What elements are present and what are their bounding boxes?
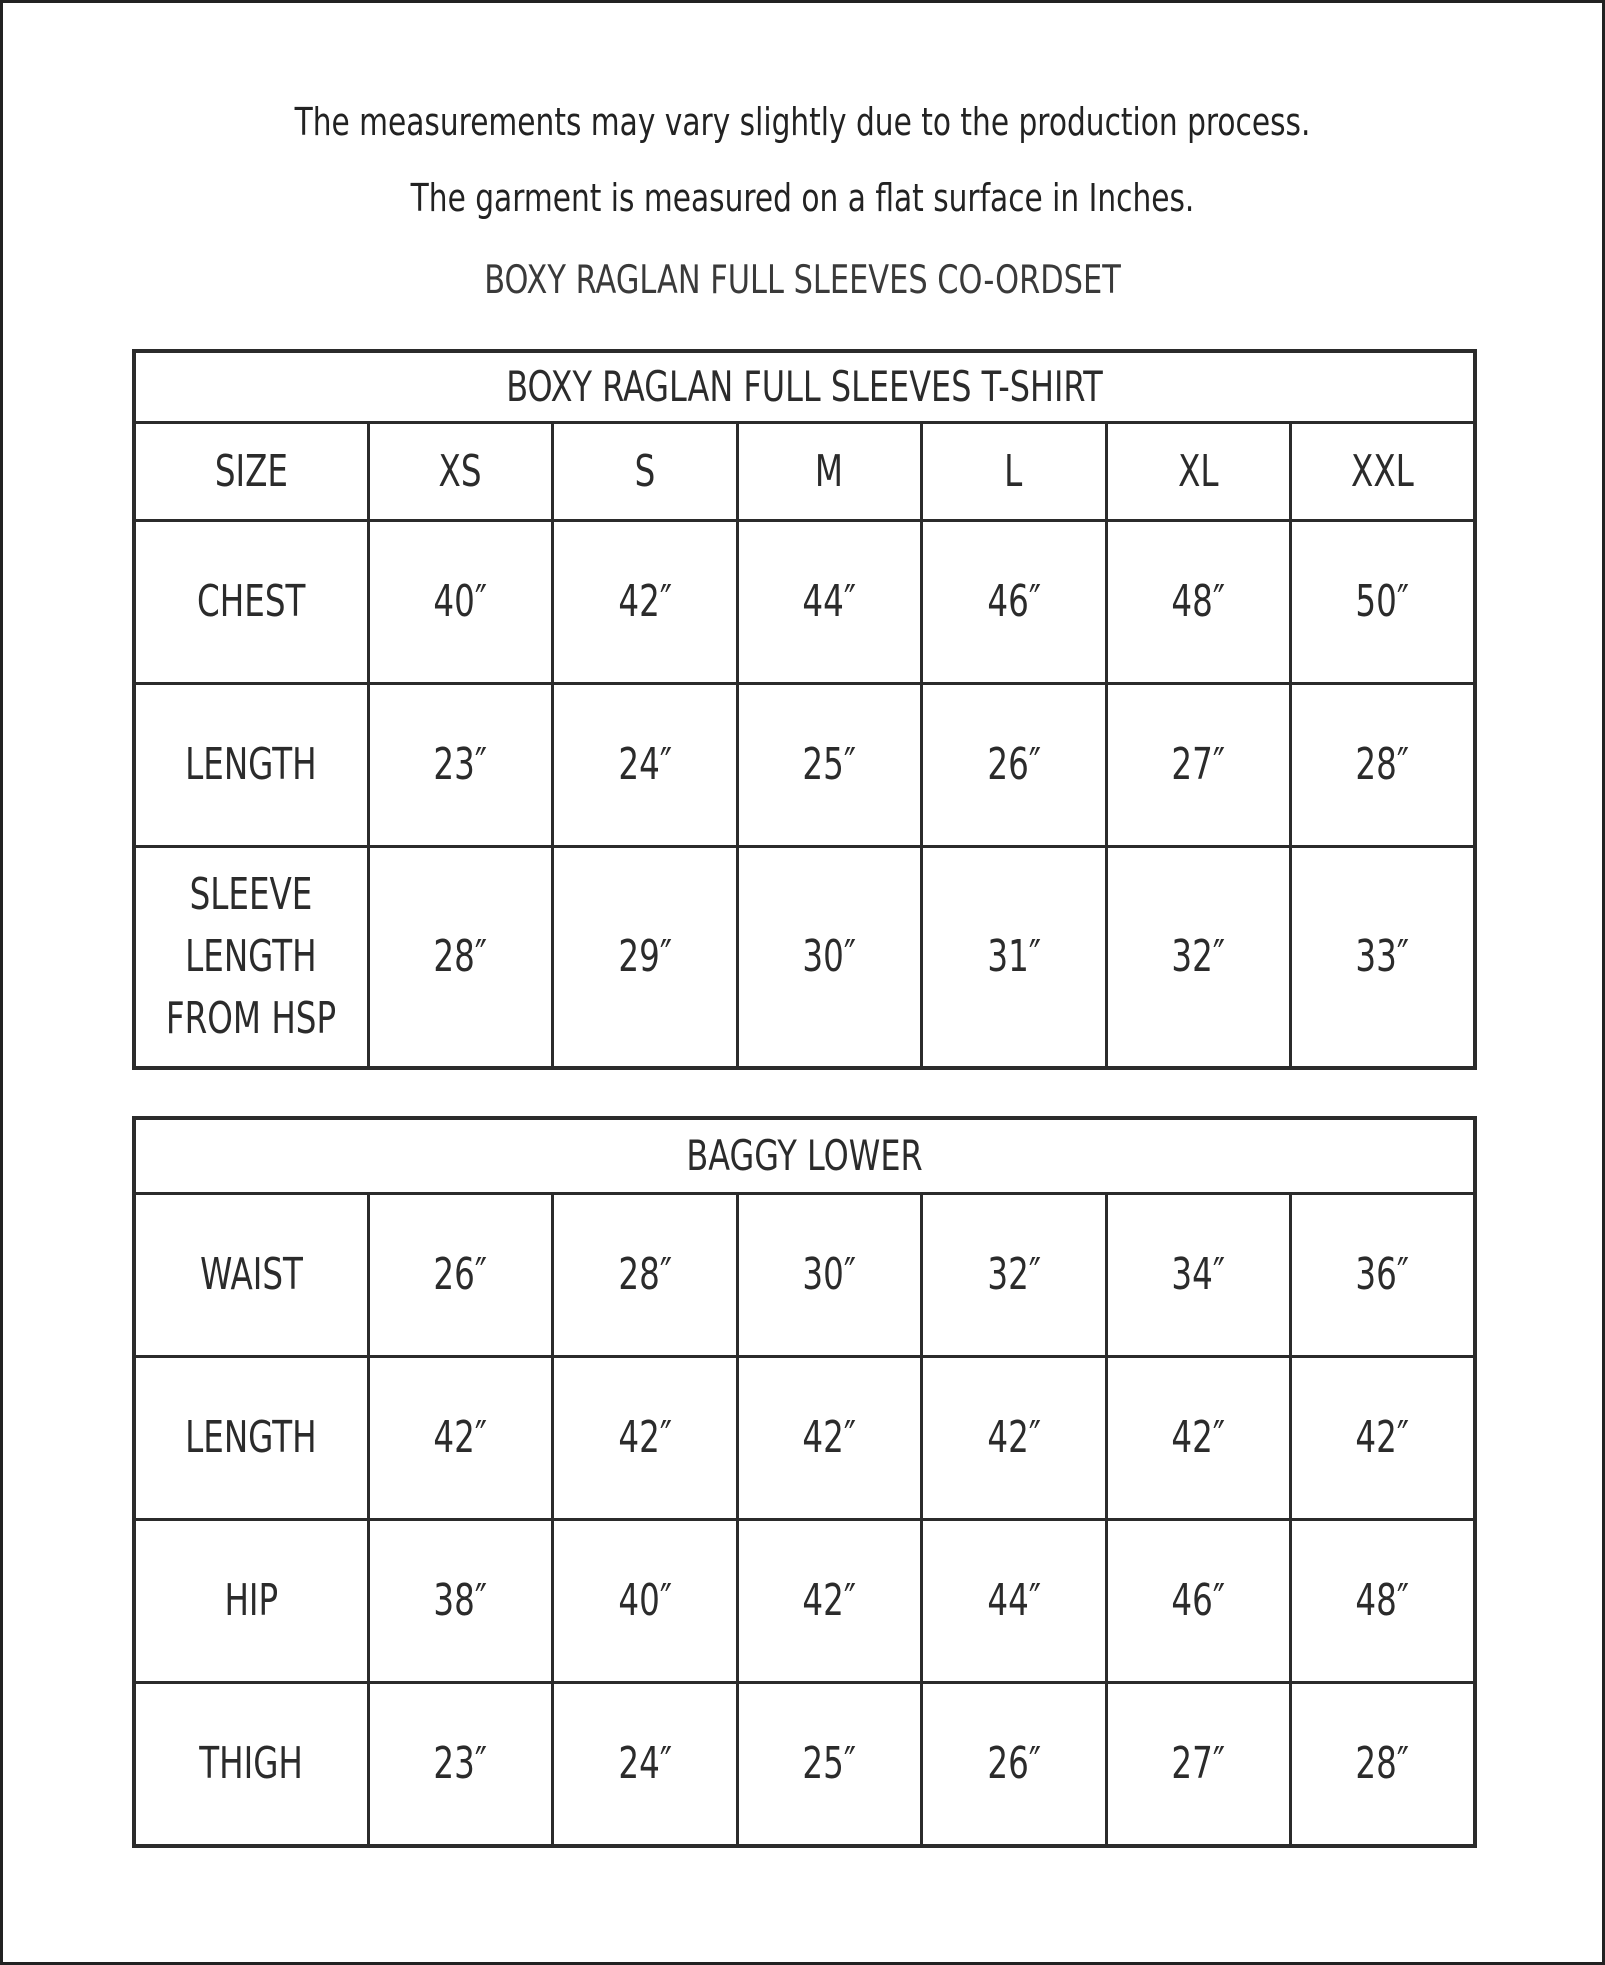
row-label: CHEST [134,521,368,684]
table-cell: 30″ [737,1194,922,1357]
row-label: HIP [134,1520,368,1683]
table-cell: 24″ [553,1683,738,1847]
lower-length-row [134,1357,1475,1520]
row-label: THIGH [134,1683,368,1847]
size-header-row [134,423,1475,521]
measurement-method-note: The garment is measured on a flat surface in Inches. [410,176,1195,220]
tshirt-table-title [134,351,1475,423]
table-cell: 46″ [922,521,1107,684]
row-label: LENGTH [134,684,368,847]
table-cell: 23″ [368,684,553,847]
table-cell: 32″ [1106,847,1291,1069]
table-cell: 42″ [553,1357,738,1520]
tshirt-chest-row [134,521,1475,684]
table-cell: 31″ [922,847,1107,1069]
table-cell: 36″ [1291,1194,1476,1357]
lower-table-title-text: BAGGY LOWER [686,1131,923,1180]
table-cell: 42″ [1106,1357,1291,1520]
table-cell: 44″ [922,1520,1107,1683]
table-cell: 23″ [368,1683,553,1847]
table-cell: 26″ [922,1683,1107,1847]
size-header-m: M [737,423,922,521]
row-label: WAIST [134,1194,368,1357]
lower-title-row [134,1118,1475,1194]
lower-hip-row [134,1520,1475,1683]
size-header-xxl: XXL [1291,423,1476,521]
table-cell: 25″ [737,684,922,847]
table-cell: 24″ [553,684,738,847]
table-cell: 28″ [1291,684,1476,847]
product-title: BOXY RAGLAN FULL SLEEVES CO-ORDSET [484,258,1121,303]
size-header-s: S [553,423,738,521]
lower-waist-row [134,1194,1475,1357]
table-cell: 50″ [1291,521,1476,684]
tshirt-table-title-text: BOXY RAGLAN FULL SLEEVES T-SHIRT [506,362,1103,411]
lower-thigh-row [134,1683,1475,1847]
table-cell: 42″ [368,1357,553,1520]
table-cell: 28″ [553,1194,738,1357]
table-cell: 28″ [368,847,553,1069]
size-header-xl: XL [1106,423,1291,521]
size-header-l: L [922,423,1107,521]
row-label: SLEEVE LENGTH FROM HSP [134,847,368,1069]
table-cell: 46″ [1106,1520,1291,1683]
table-cell: 30″ [737,847,922,1069]
table-cell: 42″ [553,521,738,684]
tshirt-length-row [134,684,1475,847]
table-cell: 29″ [553,847,738,1069]
tshirt-title-row [134,351,1475,423]
table-cell: 33″ [1291,847,1476,1069]
row-label: LENGTH [134,1357,368,1520]
table-cell: 28″ [1291,1683,1476,1847]
table-cell: 42″ [737,1520,922,1683]
table-cell: 27″ [1106,684,1291,847]
table-cell: 25″ [737,1683,922,1847]
table-cell: 48″ [1291,1520,1476,1683]
size-header-label: SIZE [134,423,368,521]
table-cell: 34″ [1106,1194,1291,1357]
table-cell: 27″ [1106,1683,1291,1847]
measurement-variance-note: The measurements may vary slightly due to the production process. [294,100,1311,144]
table-cell: 42″ [737,1357,922,1520]
table-cell: 40″ [368,521,553,684]
table-cell: 26″ [368,1194,553,1357]
table-cell: 40″ [553,1520,738,1683]
tshirt-sleeve-row [134,847,1475,1069]
table-cell: 32″ [922,1194,1107,1357]
table-cell: 44″ [737,521,922,684]
tshirt-size-table [132,349,1477,1070]
lower-size-table [132,1116,1477,1848]
size-header-xs: XS [368,423,553,521]
table-cell: 38″ [368,1520,553,1683]
table-cell: 42″ [922,1357,1107,1520]
table-cell: 48″ [1106,521,1291,684]
lower-table-title [134,1118,1475,1194]
table-cell: 42″ [1291,1357,1476,1520]
table-cell: 26″ [922,684,1107,847]
